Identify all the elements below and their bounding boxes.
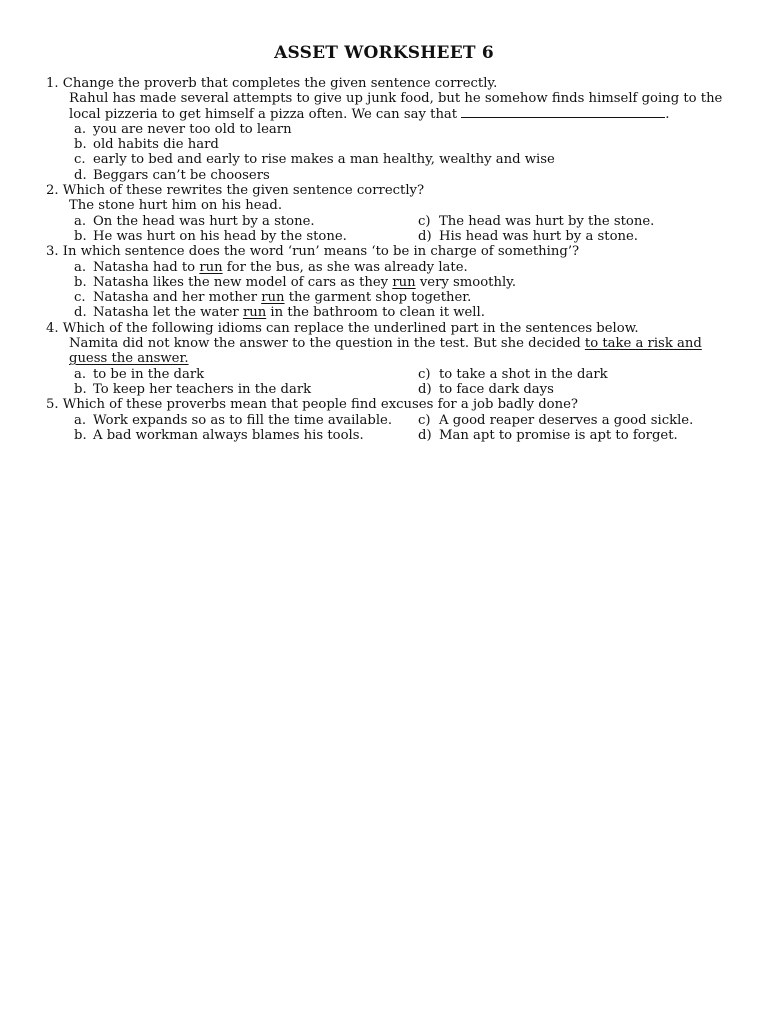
question-text: In which sentence does the word ‘run’ means ‘to be in charge of something’? — [62, 244, 580, 260]
question-1-stem — [46, 91, 736, 122]
question-text: Change the proverb that completes the given sentence correctly. — [62, 76, 498, 91]
option-letter: b. — [74, 274, 87, 290]
question-number: 1. — [46, 76, 59, 91]
option-row — [46, 229, 736, 244]
option-row — [46, 367, 736, 382]
option-letter: a. — [74, 366, 87, 382]
question-4 — [46, 321, 736, 397]
option-a — [74, 214, 315, 229]
question-3-prompt — [46, 244, 736, 259]
option-letter: a. — [74, 121, 87, 137]
question-text: Which of the following idioms can replace the underlined part in the sentences below. — [62, 320, 639, 336]
option-letter: d) — [418, 228, 432, 244]
option-d — [418, 428, 678, 443]
option-letter: c. — [74, 152, 86, 168]
underlined-word: run — [199, 259, 223, 275]
question-1-prompt — [46, 76, 736, 91]
option-text: The head was hurt by the stone. — [439, 213, 655, 229]
stem-text: Rahul has made several attempts to give up junk food, but he somehow finds himself going to the local pizzeria to get himself a pizza often. We can say that — [69, 91, 723, 122]
option-letter: d. — [74, 305, 87, 321]
option-text: very smoothly. — [415, 274, 517, 290]
option-text: Natasha likes the new model of cars as they — [93, 274, 393, 290]
option-letter: b. — [74, 427, 87, 443]
option-text: A good reaper deserves a good sickle. — [439, 412, 694, 428]
option-text: you are never too old to learn — [93, 121, 292, 137]
option — [46, 290, 736, 305]
option-letter: c) — [418, 412, 431, 428]
option-row — [46, 382, 736, 397]
answer-blank — [461, 107, 665, 118]
option-text: To keep her teachers in the dark — [93, 381, 312, 397]
option — [46, 275, 736, 290]
option-letter: b. — [74, 137, 87, 153]
option-text: early to bed and early to rise makes a man healthy, wealthy and wise — [93, 152, 555, 168]
question-3 — [46, 244, 736, 320]
option-c — [418, 367, 608, 382]
question-2-prompt — [46, 183, 736, 198]
option-c — [418, 214, 654, 229]
option-text: for the bus, as she was already late. — [222, 259, 468, 275]
option-text: He was hurt on his head by the stone. — [93, 228, 347, 244]
question-5-prompt — [46, 397, 736, 412]
option-row — [46, 428, 736, 443]
option-text: to take a shot in the dark — [439, 366, 608, 382]
stem-text: Namita did not know the answer to the question in the test. But she decided — [69, 336, 585, 352]
question-2 — [46, 183, 736, 244]
option-letter: a. — [74, 213, 87, 229]
option-letter: d) — [418, 427, 432, 443]
option-text: Work expands so as to fill the time available. — [93, 412, 393, 428]
option-text: His head was hurt by a stone. — [439, 228, 638, 244]
option-text: old habits die hard — [93, 137, 219, 153]
question-4-stem — [46, 336, 736, 367]
option-row — [46, 214, 736, 229]
question-number: 5. — [46, 397, 59, 413]
option-letter: c. — [74, 290, 86, 306]
underlined-word: run — [242, 305, 267, 321]
option-letter: d) — [418, 381, 432, 397]
option-text: the garment shop together. — [284, 290, 472, 306]
question-number: 3. — [46, 244, 59, 260]
option-a — [74, 367, 204, 382]
option-b — [74, 229, 347, 244]
stem-end: . — [665, 106, 670, 122]
option-letter: a. — [74, 259, 87, 275]
option-text: Natasha let the water — [93, 305, 243, 321]
option — [46, 152, 736, 167]
option — [46, 137, 736, 152]
option-row — [46, 413, 736, 428]
option — [46, 122, 736, 137]
option-letter: b. — [74, 228, 87, 244]
option-letter: c) — [418, 213, 431, 229]
option — [46, 305, 736, 320]
option-letter: c) — [418, 366, 431, 382]
option — [46, 168, 736, 183]
questions — [46, 76, 736, 443]
option-text: Beggars can’t be choosers — [93, 167, 270, 183]
option-b — [74, 382, 311, 397]
question-text: Which of these rewrites the given sentence correctly? — [62, 183, 425, 199]
option-text: in the bathroom to clean it well. — [266, 305, 485, 321]
question-number: 2. — [46, 183, 59, 199]
underlined-phrase: to take a risk and guess the answer. — [69, 336, 702, 367]
option-text: On the head was hurt by a stone. — [93, 213, 315, 229]
page-title: ASSET WORKSHEET 6 — [274, 43, 494, 63]
underlined-word: run — [392, 274, 416, 290]
option-d — [418, 382, 554, 397]
question-text: Which of these proverbs mean that people find excuses for a job badly done? — [62, 397, 578, 413]
option-a — [74, 413, 392, 428]
option-letter: d. — [74, 167, 87, 183]
option — [46, 260, 736, 275]
option-text: to face dark days — [439, 381, 554, 397]
question-2-stem: The stone hurt him on his head. — [69, 198, 283, 214]
option-d — [418, 229, 638, 244]
option-text: Natasha had to — [93, 259, 200, 275]
option-letter: a. — [74, 412, 87, 428]
question-1 — [46, 76, 736, 183]
underlined-word: run — [261, 290, 285, 306]
question-4-prompt — [46, 321, 736, 336]
option-text: A bad workman always blames his tools. — [93, 427, 364, 443]
option-letter: b. — [74, 381, 87, 397]
question-number: 4. — [46, 320, 59, 336]
question-5 — [46, 397, 736, 443]
option-text: Man apt to promise is apt to forget. — [439, 427, 678, 443]
option-b — [74, 428, 364, 443]
option-c — [418, 413, 693, 428]
option-text: Natasha and her mother — [93, 290, 262, 306]
option-text: to be in the dark — [93, 366, 205, 382]
